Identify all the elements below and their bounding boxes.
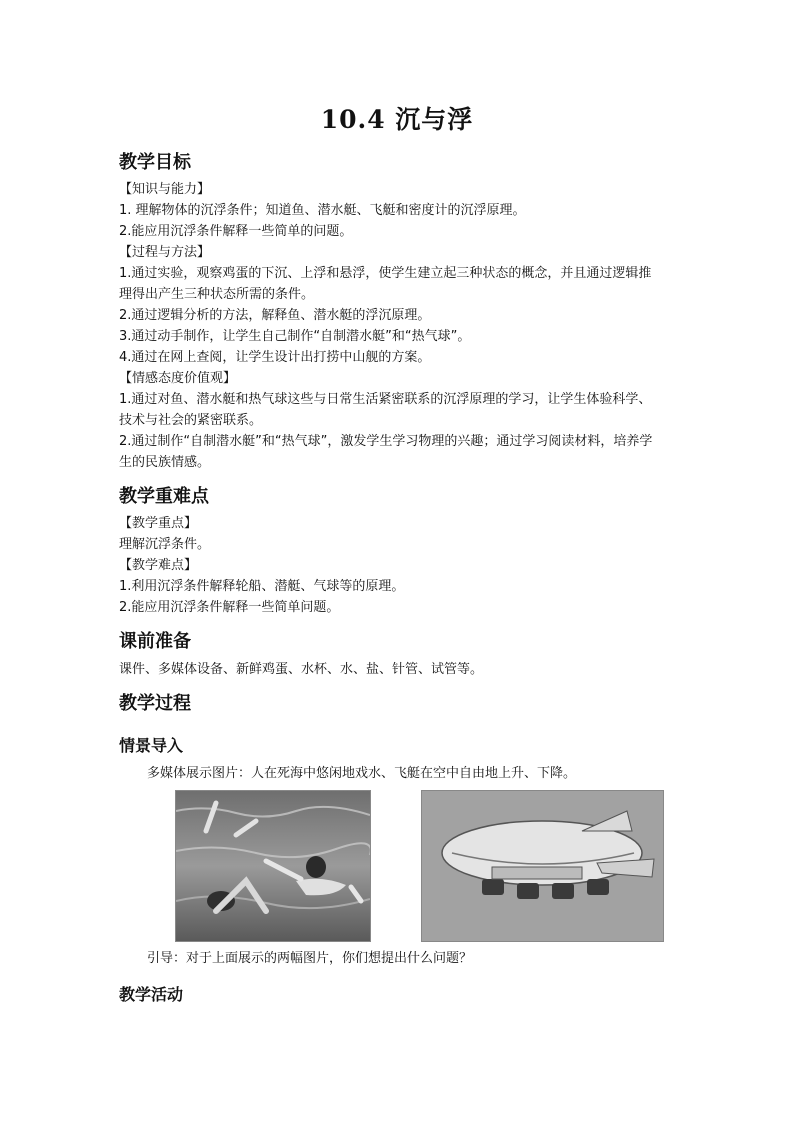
knowledge-line-1: 1. 理解物体的沉浮条件；知道鱼、潜水艇、飞艇和密度计的沉浮原理。 (119, 203, 526, 218)
intro-heading: 情景导入 (119, 736, 184, 755)
goals-heading: 教学目标 (119, 152, 191, 173)
process-line-3: 2.通过逻辑分析的方法，解释鱼、潜水艇的浮沉原理。 (119, 308, 431, 323)
process-line-4: 3.通过动手制作，让学生自己制作“自制潜水艇”和“热气球”。 (119, 329, 471, 344)
key-point-label: 【教学重点】 (119, 516, 198, 531)
attitude-line-3: 2.通过制作“自制潜水艇”和“热气球”，激发学生学习物理的兴趣；通过学习阅读材料，培养学 (119, 434, 653, 449)
prep-heading: 课前准备 (119, 631, 191, 652)
attitude-line-4: 生的民族情感。 (119, 455, 211, 470)
knowledge-label: 【知识与能力】 (119, 182, 211, 197)
airship-photo (421, 790, 664, 942)
dead-sea-photo (175, 790, 371, 942)
process-heading: 教学过程 (119, 693, 191, 714)
process-line-5: 4.通过在网上查阅，让学生设计出打捞中山舰的方案。 (119, 350, 431, 365)
prep-text: 课件、多媒体设备、新鲜鸡蛋、水杯、水、盐、针管、试管等。 (119, 662, 484, 677)
attitude-label: 【情感态度价值观】 (119, 371, 237, 386)
attitude-line-2: 技术与社会的紧密联系。 (119, 413, 263, 428)
process-label: 【过程与方法】 (119, 245, 211, 260)
process-line-1: 1.通过实验，观察鸡蛋的下沉、上浮和悬浮，使学生建立起三种状态的概念，并且通过逻辑推 (119, 266, 652, 281)
attitude-line-1: 1.通过对鱼、潜水艇和热气球这些与日常生活紧密联系的沉浮原理的学习，让学生体验科学、 (119, 392, 652, 407)
difficulty-line-2: 2.能应用沉浮条件解释一些简单问题。 (119, 600, 340, 615)
key-point-text: 理解沉浮条件。 (119, 537, 211, 552)
guide-text: 引导：对于上面展示的两幅图片，你们想提出什么问题？ (147, 951, 473, 966)
key-heading: 教学重难点 (119, 486, 209, 507)
process-line-2: 理得出产生三种状态所需的条件。 (119, 287, 315, 302)
page-title: 10.4 沉与浮 (320, 105, 474, 134)
activity-heading: 教学活动 (119, 985, 184, 1004)
difficulty-label: 【教学难点】 (119, 558, 198, 573)
difficulty-line-1: 1.利用沉浮条件解释轮船、潜艇、气球等的原理。 (119, 579, 405, 594)
intro-text: 多媒体展示图片：人在死海中悠闲地戏水、飞艇在空中自由地上升、下降。 (147, 766, 577, 781)
knowledge-line-2: 2.能应用沉浮条件解释一些简单的问题。 (119, 224, 353, 239)
